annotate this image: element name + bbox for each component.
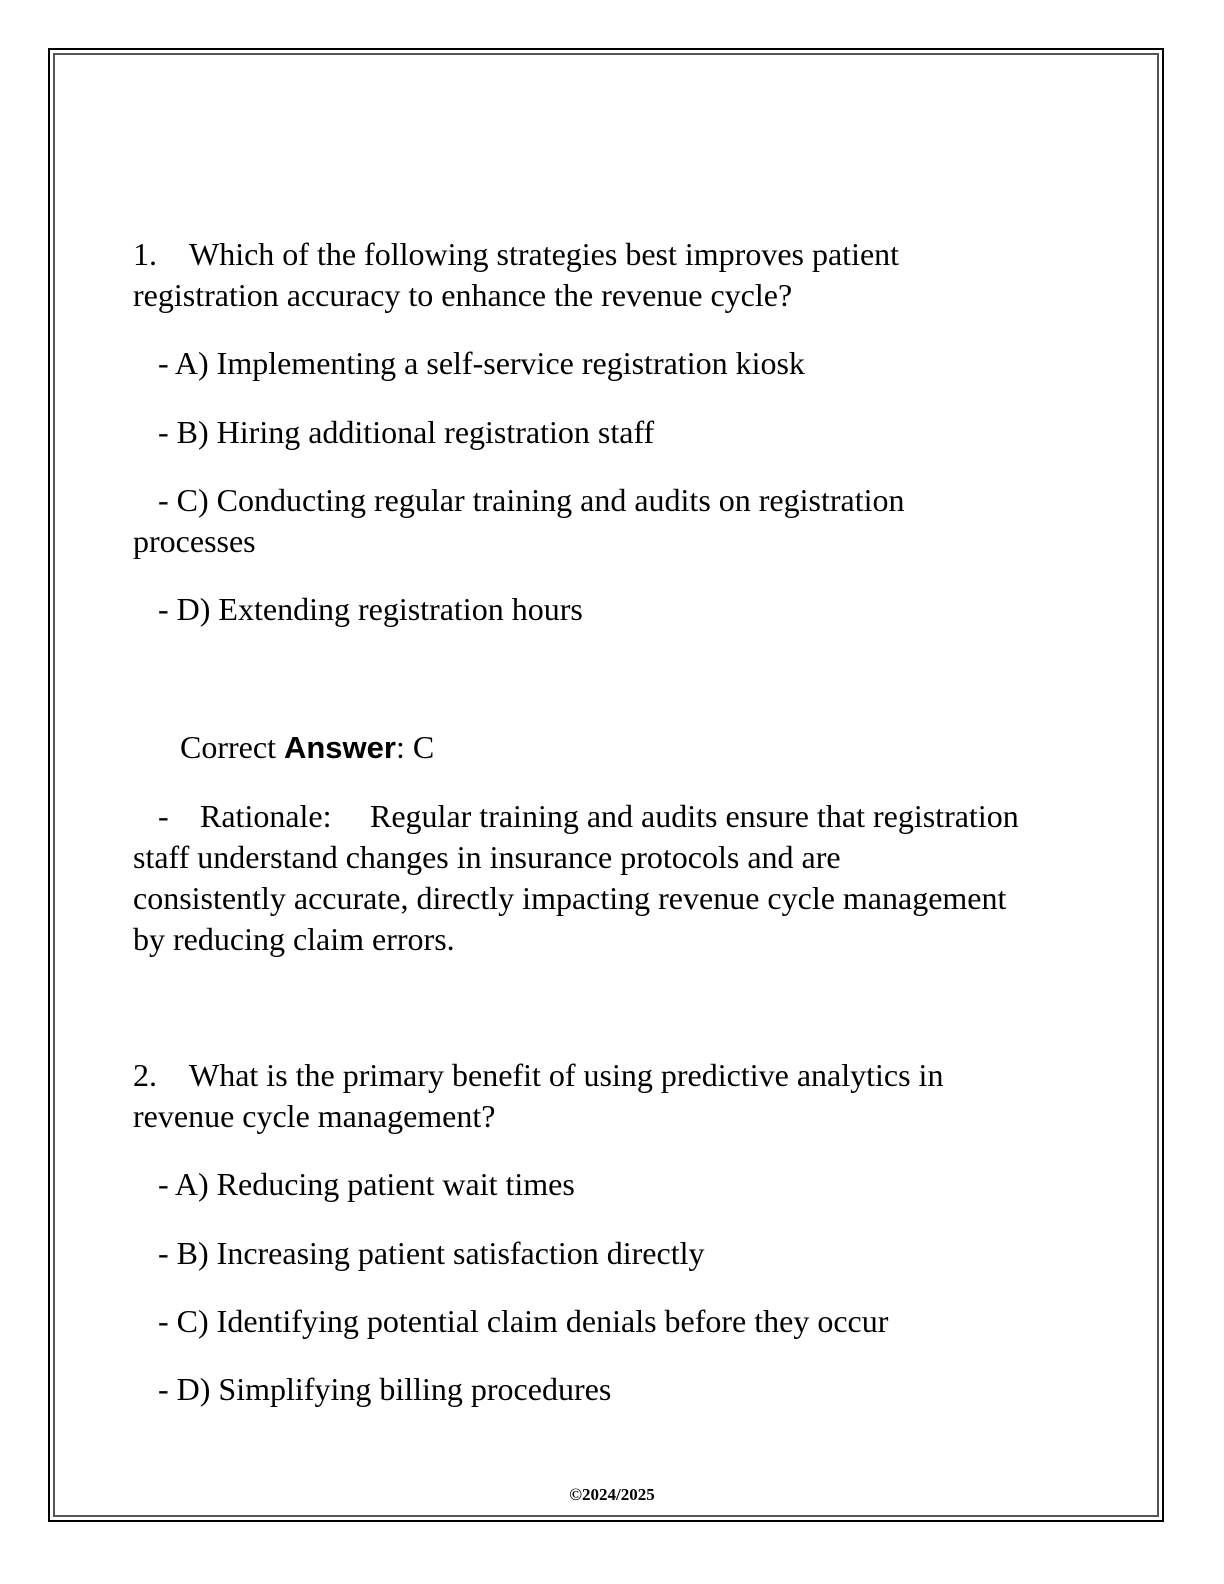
question-2-number: 2. [133,1057,157,1093]
question-1-option-a: - A) Implementing a self-service registration kiosk [158,345,805,381]
answer-value: : C [395,729,435,765]
question-2-line-1 [133,1055,943,1096]
question-1-option-d: - D) Extending registration hours [158,591,583,627]
answer-prefix: Correct [180,729,284,765]
question-2-text-line-2: revenue cycle management? [133,1098,496,1134]
question-2-option-d: - D) Simplifying billing procedures [158,1371,612,1407]
question-1-rationale-line-3: consistently accurate, directly impacting revenue cycle management [133,880,1007,916]
question-1-text-line-1: Which of the following strategies best improves patient [189,236,900,272]
rationale-text-line-1: Regular training and audits ensure that registration [370,798,1019,834]
rationale-label: Rationale: [200,798,332,834]
question-1-text-line-2: registration accuracy to enhance the revenue cycle? [133,277,793,313]
answer-label: Answer [283,730,396,765]
question-2-option-c: - C) Identifying potential claim denials before they occur [158,1303,889,1339]
question-1-line-1 [133,234,899,275]
question-1-correct-answer [180,727,434,768]
question-1-number: 1. [133,236,157,272]
question-2-option-b: - B) Increasing patient satisfaction directly [158,1235,705,1271]
question-1-rationale-line-2: staff understand changes in insurance protocols and are [133,839,841,875]
rationale-dash: - [158,798,169,834]
question-2-option-a: - A) Reducing patient wait times [158,1166,575,1202]
question-2-text-line-1: What is the primary benefit of using predictive analytics in [189,1057,944,1093]
question-1-option-b: - B) Hiring additional registration staff [158,414,655,450]
question-1-option-c-line-2: processes [133,523,256,559]
question-1-rationale-line-4: by reducing claim errors. [133,921,455,957]
footer-copyright: ©2024/2025 [569,1485,655,1504]
question-1-rationale-line-1 [133,796,1019,837]
question-1-option-c-line-1: - C) Conducting regular training and audits on registration [158,482,905,518]
